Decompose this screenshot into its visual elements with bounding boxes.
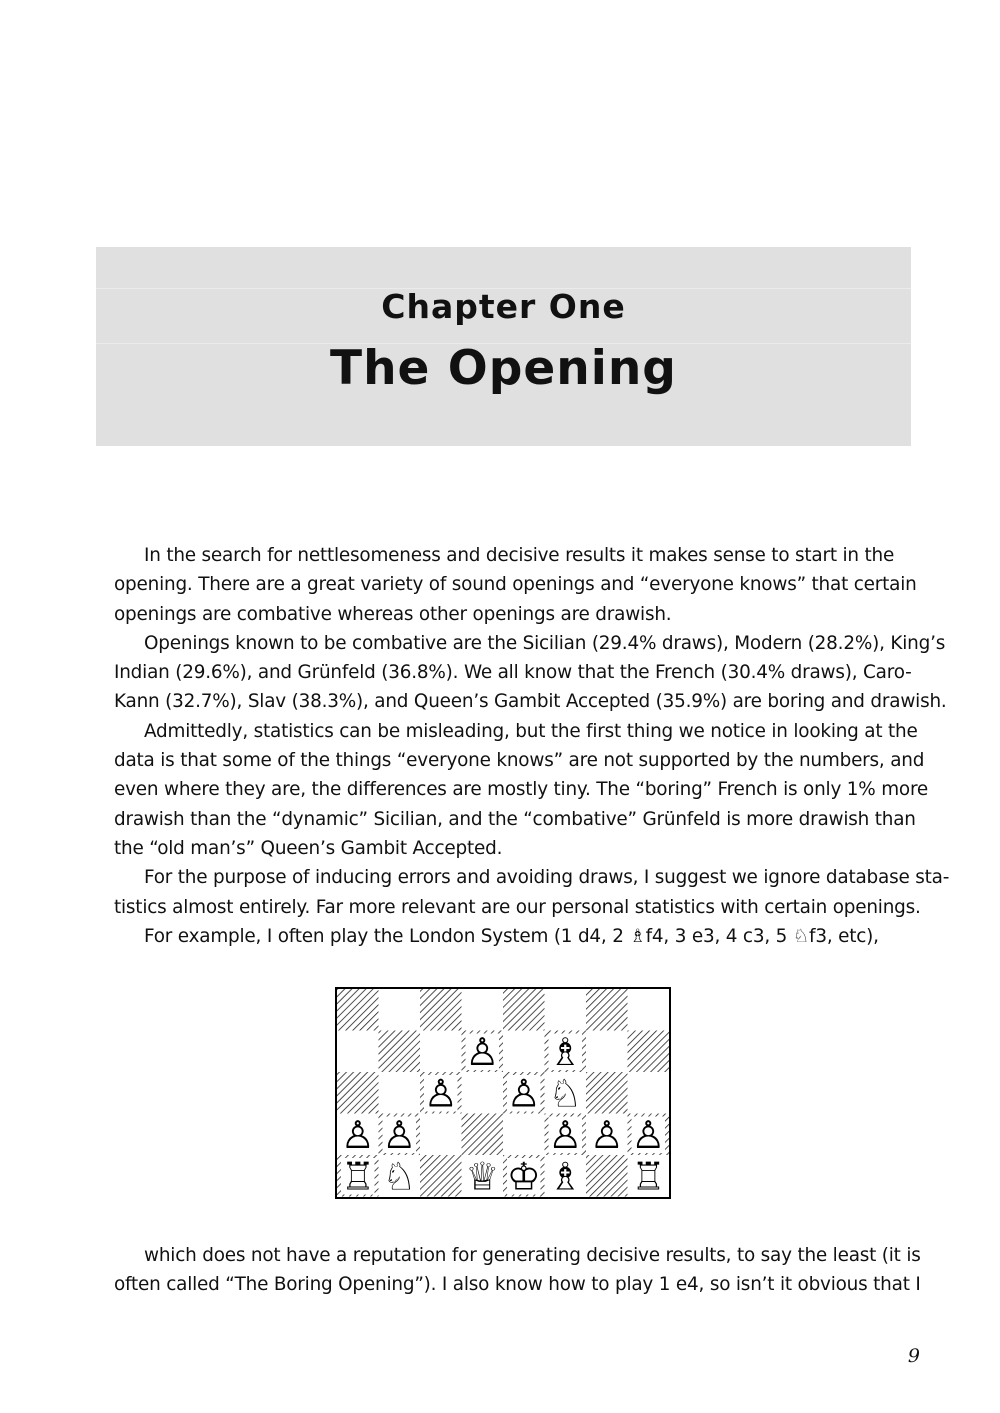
text-line: even where they are, the differences are mostly tiny. The “boring” French is only 1% more xyxy=(114,779,929,801)
dark-square xyxy=(420,1155,462,1197)
light-square xyxy=(462,1072,504,1114)
body-text-bottom xyxy=(84,1241,920,1300)
text-line: the “old man’s” Queen’s Gambit Accepted. xyxy=(114,837,503,859)
text-line: Admittedly, statistics can be misleading, but the first thing we notice in looking at the xyxy=(144,720,918,742)
dark-square xyxy=(462,1114,504,1156)
dark-square xyxy=(379,1031,421,1073)
chess-piece-icon: ♖ xyxy=(340,1154,375,1197)
chapter-label: Chapter One xyxy=(381,287,626,326)
chess-piece-icon: ♙ xyxy=(548,1113,583,1157)
light-square xyxy=(462,989,504,1031)
chess-piece-icon: ♙ xyxy=(465,1030,500,1074)
text-line: openings are combative whereas other openings are drawish. xyxy=(114,603,672,625)
dark-square xyxy=(420,989,462,1031)
chess-piece-icon: ♙ xyxy=(423,1071,458,1116)
dark-square xyxy=(503,989,545,1031)
chess-piece-icon: ♙ xyxy=(589,1113,624,1157)
chapter-header xyxy=(96,247,911,446)
light-square xyxy=(545,989,587,1031)
page-number: 9 xyxy=(907,1345,920,1367)
dark-square xyxy=(628,1031,670,1073)
light-square xyxy=(628,1072,670,1114)
chess-piece-icon: ♘ xyxy=(382,1154,417,1197)
text-line: For the purpose of inducing errors and avoiding draws, I suggest we ignore database sta- xyxy=(144,867,950,889)
light-square xyxy=(420,1114,462,1156)
chess-piece-icon: ♔ xyxy=(506,1154,541,1197)
light-square xyxy=(379,1072,421,1114)
text-line: Openings known to be combative are the Sicilian (29.4% draws), Modern (28.2%), King’s xyxy=(144,632,946,654)
dark-square xyxy=(337,989,379,1031)
text-line: Indian (29.6%), and Grünfeld (36.8%). We all know that the French (30.4% draws), Caro- xyxy=(114,662,912,684)
dark-square xyxy=(586,1072,628,1114)
light-square xyxy=(503,1031,545,1073)
chess-board xyxy=(337,989,669,1197)
text-line: which does not have a reputation for generating decisive results, to say the least (it is xyxy=(144,1245,921,1266)
chess-piece-icon: ♕ xyxy=(465,1154,500,1197)
paragraph xyxy=(84,629,947,717)
chess-piece-icon: ♗ xyxy=(548,1030,583,1074)
text-line: For example, I often play the London System (1 d4, 2 ♗f4, 3 e3, 4 c3, 5 ♘f3, etc), xyxy=(144,925,879,947)
chess-piece-icon: ♙ xyxy=(506,1071,541,1116)
light-square xyxy=(420,1031,462,1073)
light-square xyxy=(503,1114,545,1156)
chess-piece-icon: ♘ xyxy=(548,1071,583,1116)
light-square xyxy=(628,989,670,1031)
chess-diagram xyxy=(335,987,671,1199)
dark-square xyxy=(586,989,628,1031)
text-line: often called “The Boring Opening”). I also know how to play 1 e4, so isn’t it obvious that I xyxy=(114,1274,921,1296)
light-square xyxy=(337,1031,379,1073)
chess-piece-icon: ♖ xyxy=(631,1154,666,1197)
text-line: tistics almost entirely. Far more relevant are our personal statistics with certain openings. xyxy=(114,896,921,918)
text-line: data is that some of the things “everyone knows” are not supported by the numbers, and xyxy=(114,750,925,772)
light-square xyxy=(586,1031,628,1073)
text-line: drawish than the “dynamic” Sicilian, and the “combative” Grünfeld is more drawish than xyxy=(114,808,916,830)
paragraph xyxy=(84,922,920,951)
paragraph xyxy=(84,1241,920,1300)
dark-square xyxy=(586,1155,628,1197)
paragraph xyxy=(84,863,950,922)
light-square xyxy=(379,989,421,1031)
text-line: In the search for nettlesomeness and decisive results it makes sense to start in the xyxy=(144,545,895,566)
chess-piece-icon: ♗ xyxy=(548,1154,583,1197)
dark-square xyxy=(337,1072,379,1114)
body-text-top xyxy=(84,541,950,951)
chess-piece-icon: ♙ xyxy=(382,1113,417,1157)
text-line: Kann (32.7%), Slav (38.3%), and Queen’s Gambit Accepted (35.9%) are boring and drawish. xyxy=(114,691,947,713)
chess-piece-icon: ♙ xyxy=(340,1113,375,1157)
paragraph xyxy=(84,541,920,629)
chapter-title: The Opening xyxy=(330,341,677,396)
chess-piece-icon: ♙ xyxy=(631,1113,666,1157)
text-line: opening. There are a great variety of sound openings and “everyone knows” that certain xyxy=(114,574,917,596)
paragraph xyxy=(84,717,929,863)
